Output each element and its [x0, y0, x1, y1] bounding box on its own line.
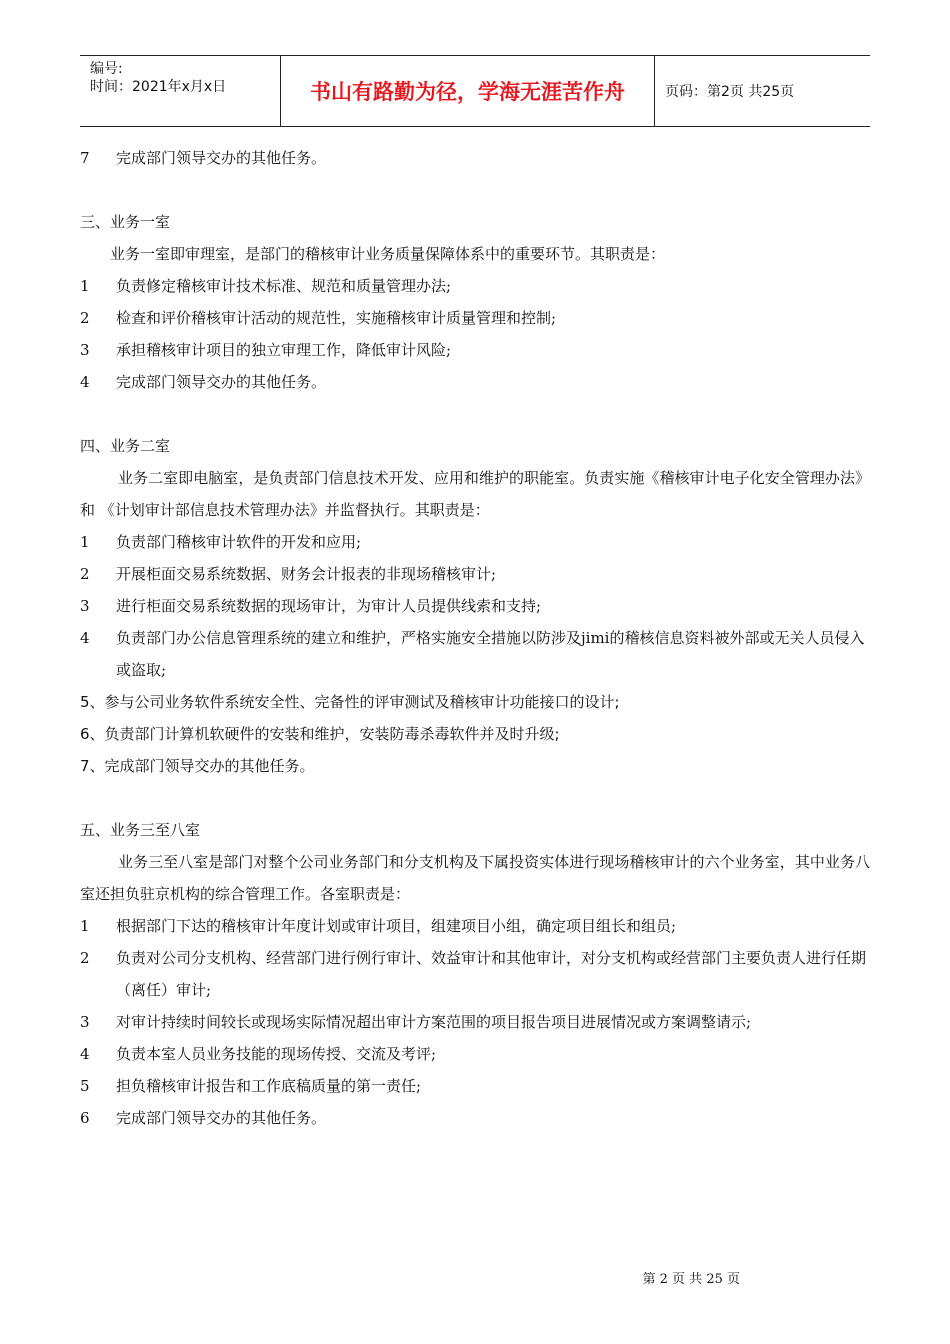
- page-footer: [0, 1268, 950, 1287]
- list-item: [80, 1006, 870, 1038]
- item-text: 根据部门下达的稽核审计年度计划或审计项目，组建项目小组，确定项目组长和组员;: [116, 917, 677, 935]
- item-text: 对审计持续时间较长或现场实际情况超出审计方案范围的项目报告项目进展情况或方案调整请示;: [116, 1013, 752, 1031]
- list-item: [80, 910, 870, 942]
- list-item: [80, 590, 870, 622]
- item-text: 担负稽核审计报告和工作底稿质量的第一责任;: [116, 1077, 422, 1095]
- list-item: [80, 1038, 870, 1070]
- item-number: 4: [80, 629, 90, 647]
- item-number: 4: [80, 373, 90, 391]
- page-header: [80, 55, 870, 127]
- item-number: 2: [80, 309, 90, 327]
- section-title: 四、业务二室: [80, 437, 171, 455]
- list-item-inline: 7、完成部门领导交办的其他任务。: [80, 757, 315, 775]
- item-number: 1: [80, 533, 90, 551]
- item-number: 2: [80, 565, 90, 583]
- section-intro: 业务二室即电脑室，是负责部门信息技术开发、应用和维护的职能室。负责实施《稽核审计电子化安全管理办法》和 《计划审计部信息技术管理办法》并监督执行。其职责是：: [80, 469, 870, 519]
- list-item: [80, 526, 870, 558]
- page-number: 第 2 页 共 25 页: [642, 1272, 740, 1287]
- list-item: [80, 558, 870, 590]
- item-number: 4: [80, 1045, 90, 1063]
- document-body: [80, 142, 870, 1134]
- item-number: 6: [80, 1109, 90, 1127]
- list-item: [80, 334, 870, 366]
- item-text: 负责对公司分支机构、经营部门进行例行审计、效益审计和其他审计，对分支机构或经营部门主要负责人进行任期（离任）审计;: [116, 949, 867, 999]
- list-item: [80, 366, 870, 398]
- document-time: 时间：2021年x月x日: [90, 79, 227, 95]
- item-number: 1: [80, 917, 90, 935]
- item-text: 负责本室人员业务技能的现场传授、交流及考评;: [116, 1045, 437, 1063]
- item-text: 开展柜面交易系统数据、财务会计报表的非现场稽核审计;: [116, 565, 497, 583]
- item-number: 5: [80, 1077, 90, 1095]
- list-item: [80, 302, 870, 334]
- list-item-inline: 5、参与公司业务软件系统安全性、完备性的评审测试及稽核审计功能接口的设计;: [80, 693, 620, 711]
- list-item: [80, 622, 870, 686]
- item-number: 3: [80, 597, 90, 615]
- item-number: 2: [80, 949, 90, 967]
- document-number-label: 编号:: [90, 61, 123, 77]
- list-item: [80, 1102, 870, 1134]
- header-motto: 书山有路勤为径，学海无涯苦作舟: [281, 56, 655, 126]
- list-item-inline: 6、负责部门计算机软硬件的安装和维护，安装防毒杀毒软件并及时升级;: [80, 725, 560, 743]
- item-text: 完成部门领导交办的其他任务。: [116, 373, 327, 391]
- section-title: 三、业务一室: [80, 213, 171, 231]
- item-number: 3: [80, 1013, 90, 1031]
- header-page-info: 页码：第2页 共25页: [665, 84, 795, 100]
- item-text: 检查和评价稽核审计活动的规范性，实施稽核审计质量管理和控制;: [116, 309, 557, 327]
- item-number: 7: [80, 149, 90, 167]
- item-number: 3: [80, 341, 90, 359]
- list-item: [80, 1070, 870, 1102]
- item-text: 负责部门稽核审计软件的开发和应用;: [116, 533, 362, 551]
- list-item: [80, 270, 870, 302]
- item-text: 完成部门领导交办的其他任务。: [116, 1109, 327, 1127]
- item-text: 进行柜面交易系统数据的现场审计，为审计人员提供线索和支持;: [116, 597, 542, 615]
- header-meta: [80, 56, 281, 126]
- section-intro: 业务一室即审理室，是部门的稽核审计业务质量保障体系中的重要环节。其职责是：: [110, 245, 666, 263]
- item-text: 完成部门领导交办的其他任务。: [116, 149, 327, 167]
- item-text: 负责修定稽核审计技术标准、规范和质量管理办法;: [116, 277, 452, 295]
- item-text: 负责部门办公信息管理系统的建立和维护，严格实施安全措施以防涉及jimi的稽核信息资料被外部或无关人员侵入或盗取;: [116, 629, 865, 679]
- list-item: [80, 142, 870, 174]
- section-title: 五、业务三至八室: [80, 821, 201, 839]
- list-item: [80, 942, 870, 1006]
- section-intro: 业务三至八室是部门对整个公司业务部门和分支机构及下属投资实体进行现场稽核审计的六个业务室，其中业务八室还担负驻京机构的综合管理工作。各室职责是：: [80, 853, 870, 903]
- item-number: 1: [80, 277, 90, 295]
- item-text: 承担稽核审计项目的独立审理工作，降低审计风险;: [116, 341, 452, 359]
